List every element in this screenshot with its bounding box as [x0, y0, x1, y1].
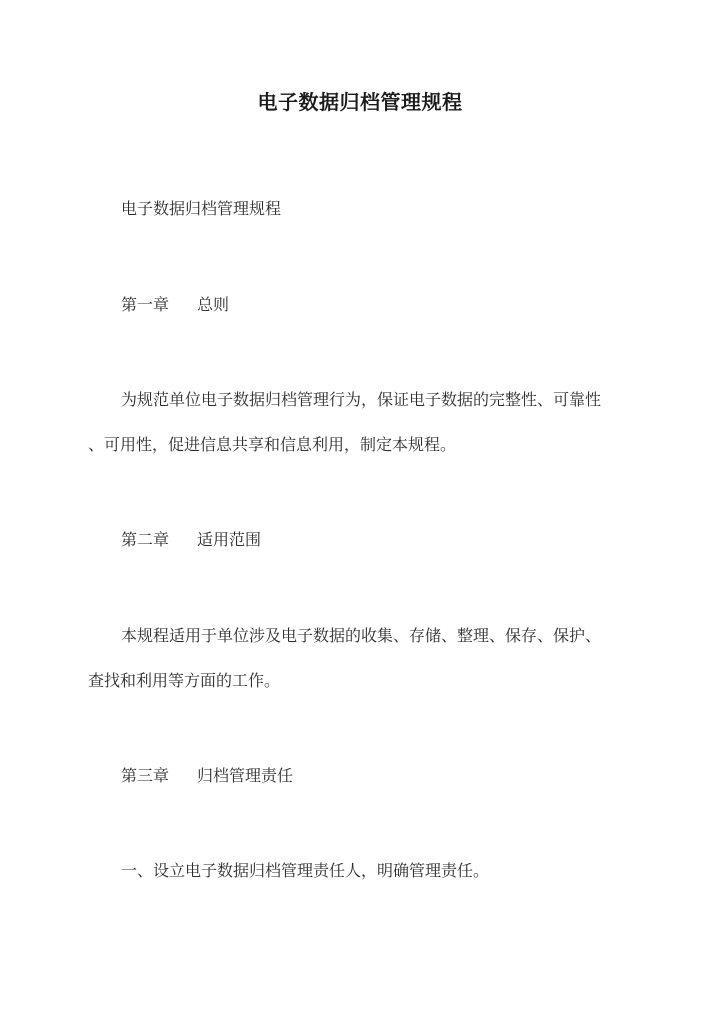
- chapter-number: 第三章: [121, 766, 170, 785]
- paragraph-line: 本规程适用于单位涉及电子数据的收集、存储、整理、保存、保护、: [121, 626, 602, 645]
- paragraph-line: 一、设立电子数据归档管理责任人，明确管理责任。: [121, 861, 490, 880]
- chapter-name: 总则: [197, 295, 230, 314]
- chapter-heading-2: [121, 527, 261, 550]
- chapter-name: 归档管理责任: [197, 766, 294, 785]
- chapter-heading-1: [121, 292, 229, 315]
- document-title: 电子数据归档管理规程: [257, 90, 463, 114]
- chapter-heading-3: [121, 763, 293, 786]
- paragraph-line: 查找和利用等方面的工作。: [88, 671, 281, 690]
- chapter-number: 第二章: [121, 530, 170, 549]
- paragraph-line: 、可用性，促进信息共享和信息利用，制定本规程。: [88, 435, 457, 454]
- document-subtitle: 电子数据归档管理规程: [121, 199, 282, 218]
- paragraph-line: 为规范单位电子数据归档管理行为，保证电子数据的完整性、可靠性: [121, 390, 602, 409]
- chapter-number: 第一章: [121, 295, 170, 314]
- chapter-name: 适用范围: [197, 530, 262, 549]
